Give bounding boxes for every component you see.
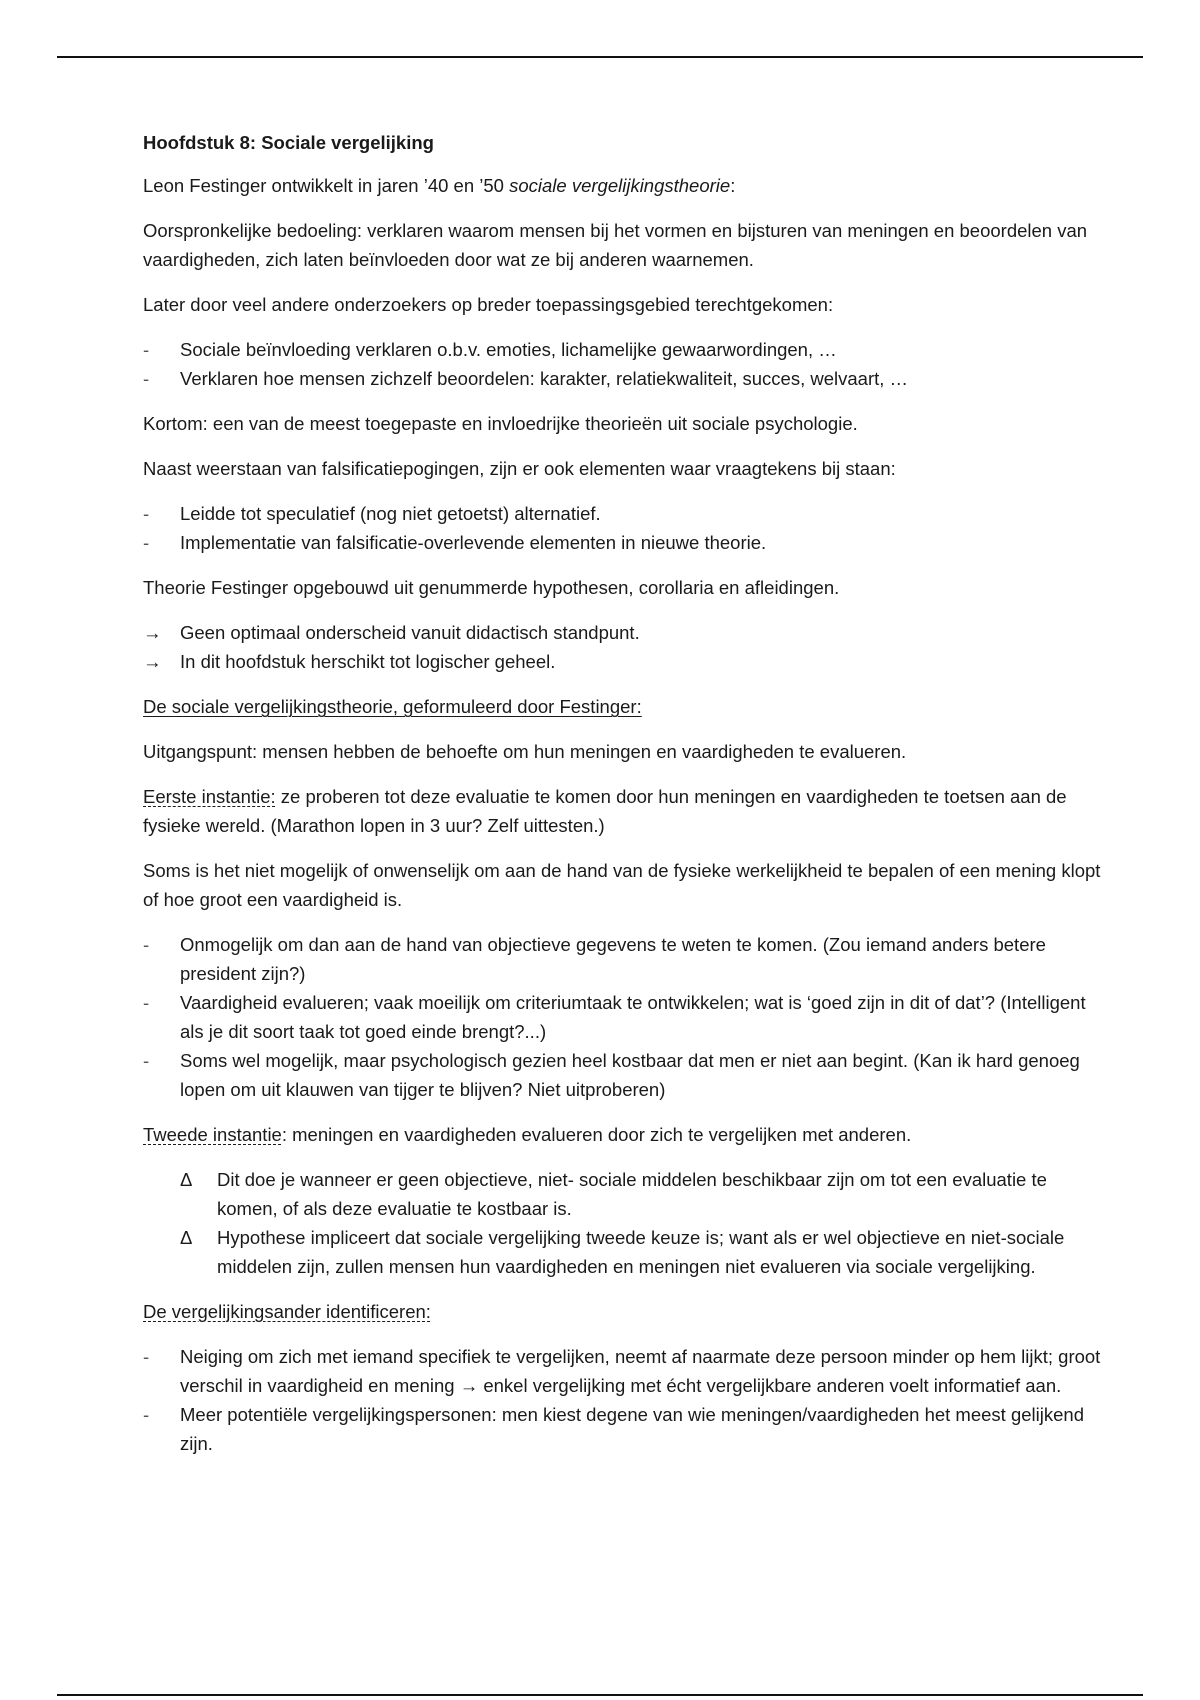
later-paragraph: Later door veel andere onderzoekers op breder toepassingsgebied terechtgekomen: xyxy=(143,294,834,315)
dash-marker: - xyxy=(143,1346,150,1367)
tweede-paragraph xyxy=(143,1120,1103,1149)
list-item-text: Meer potentiële vergelijkingspersonen: men kiest degene van wie meningen/vaardigheden het meest gelijkend zijn. xyxy=(180,1404,1084,1454)
document-body xyxy=(143,128,1103,1474)
tweede-label: Tweede instantie xyxy=(143,1124,282,1145)
original-paragraph: Oorspronkelijke bedoeling: verklaren waarom mensen bij het vormen en bijsturen van meningen en beoordelen van vaardigheden, zich laten beïnvloeden door wat ze bij anderen waarnemen. xyxy=(143,220,1088,270)
theorie-paragraph: Theorie Festinger opgebouwd uit genummerde hypothesen, corollaria en afleidingen. xyxy=(143,577,840,598)
eerste-text: ze proberen tot deze evaluatie te komen door hun meningen en vaardigheden te toetsen aan de fysieke wereld. (Marathon lopen in 3 uur? Zelf uittesten.) xyxy=(143,786,1067,836)
list-item-text: Hypothese impliceert dat sociale vergelijking tweede keuze is; want als er wel objectieve en niet-sociale middelen zijn, zullen mensen hun vaardigheden en meningen niet evalueren via sociale vergelijking. xyxy=(217,1227,1065,1277)
list-item xyxy=(143,499,1103,528)
bottom-rule xyxy=(57,1694,1143,1696)
ander-list xyxy=(143,1342,1103,1458)
arrow-icon: → xyxy=(143,651,162,672)
intro-italic: sociale vergelijkingstheorie xyxy=(509,175,731,196)
list-item-text: Vaardigheid evalueren; vaak moeilijk om criteriumtaak te ontwikkelen; wat is ‘goed zijn in dit of dat’? (Intelligent als je dit soort taak tot goed einde brengt?...) xyxy=(180,992,1086,1042)
list-item-text: In dit hoofdstuk herschikt tot logischer geheel. xyxy=(180,651,556,672)
list-item-text: Implementatie van falsificatie-overlevende elementen in nieuwe theorie. xyxy=(180,532,767,553)
list-item xyxy=(143,988,1103,1046)
list-item-text: Geen optimaal onderscheid vanuit didactisch standpunt. xyxy=(180,622,640,643)
dash-marker: - xyxy=(143,532,150,553)
kortom-paragraph: Kortom: een van de meest toegepaste en invloedrijke theorieën uit sociale psychologie. xyxy=(143,413,858,434)
arrow-icon: → xyxy=(143,622,162,643)
list-item xyxy=(143,1342,1103,1400)
dash-marker: - xyxy=(143,934,150,955)
naast-list xyxy=(143,499,1103,557)
dash-marker: - xyxy=(143,339,150,360)
later-list xyxy=(143,335,1103,393)
dash-marker: - xyxy=(143,1050,150,1071)
list-item-text: Neiging om zich met iemand specifiek te vergelijken, neemt af naarmate deze persoon minder op hem lijkt; groot verschil in vaardigheid en mening → enkel vergelijking met écht vergelijkbare anderen voelt informatief aan. xyxy=(180,1346,1101,1396)
arrow-list xyxy=(143,618,1103,676)
list-item-text: Soms wel mogelijk, maar psychologisch gezien heel kostbaar dat men er niet aan begint. (Kan ik hard genoeg lopen om uit klauwen van tijger te blijven? Niet uitproberen) xyxy=(180,1050,1080,1100)
list-item xyxy=(143,528,1103,557)
list-item-text: Verklaren hoe mensen zichzelf beoordelen: karakter, relatiekwaliteit, succes, welvaart, … xyxy=(180,368,909,389)
eerste-paragraph xyxy=(143,782,1103,840)
uitgang-paragraph: Uitgangspunt: mensen hebben de behoefte om hun meningen en vaardigheden te evalueren. xyxy=(143,741,907,762)
dash-marker: - xyxy=(143,992,150,1013)
intro-text: Leon Festinger ontwikkelt in jaren ’40 en ’50 xyxy=(143,175,510,196)
dash-marker: - xyxy=(143,368,150,389)
list-item xyxy=(143,364,1103,393)
list-item xyxy=(143,1400,1103,1458)
naast-paragraph: Naast weerstaan van falsificatiepogingen, zijn er ook elementen waar vraagtekens bij staan: xyxy=(143,458,896,479)
page-title: Hoofdstuk 8: Sociale vergelijking xyxy=(143,132,434,153)
list-item-text: Onmogelijk om dan aan de hand van objectieve gegevens te weten te komen. (Zou iemand anders betere president zijn?) xyxy=(180,934,1046,984)
dash-marker: - xyxy=(143,1404,150,1425)
dash-marker: - xyxy=(143,503,150,524)
tweede-text: : meningen en vaardigheden evalueren door zich te vergelijken met anderen. xyxy=(281,1124,912,1145)
list-item-text: Leidde tot speculatief (nog niet getoetst) alternatief. xyxy=(180,503,601,524)
list-item xyxy=(180,1165,1103,1223)
intro-paragraph xyxy=(143,171,1103,200)
delta-icon: Δ xyxy=(180,1169,193,1190)
list-item xyxy=(143,335,1103,364)
list-item xyxy=(143,1046,1103,1104)
list-item-text: Sociale beïnvloeding verklaren o.b.v. emoties, lichamelijke gewaarwordingen, … xyxy=(180,339,837,360)
section-heading-text: De sociale vergelijkingstheorie, geformuleerd door Festinger: xyxy=(143,696,642,717)
intro-colon: : xyxy=(730,175,736,196)
list-item xyxy=(143,647,1103,676)
list-item-text: Dit doe je wanneer er geen objectieve, niet- sociale middelen beschikbaar zijn om tot een evaluatie te komen, of als deze evaluatie te kostbaar is. xyxy=(217,1169,1047,1219)
list-item xyxy=(143,930,1103,988)
soms-paragraph: Soms is het niet mogelijk of onwenselijk om aan de hand van de fysieke werkelijkheid te bepalen of een mening klopt of hoe groot een vaardigheid is. xyxy=(143,860,1101,910)
delta-list xyxy=(180,1165,1103,1281)
soms-list xyxy=(143,930,1103,1104)
list-item xyxy=(180,1223,1103,1281)
section-heading-text: De vergelijkingsander identificeren: xyxy=(143,1301,431,1322)
section-heading-ander xyxy=(143,1297,1103,1326)
section-heading-theory xyxy=(143,692,1103,721)
eerste-label: Eerste instantie: xyxy=(143,786,276,807)
delta-icon: Δ xyxy=(180,1227,193,1248)
list-item xyxy=(143,618,1103,647)
top-rule xyxy=(57,56,1143,58)
